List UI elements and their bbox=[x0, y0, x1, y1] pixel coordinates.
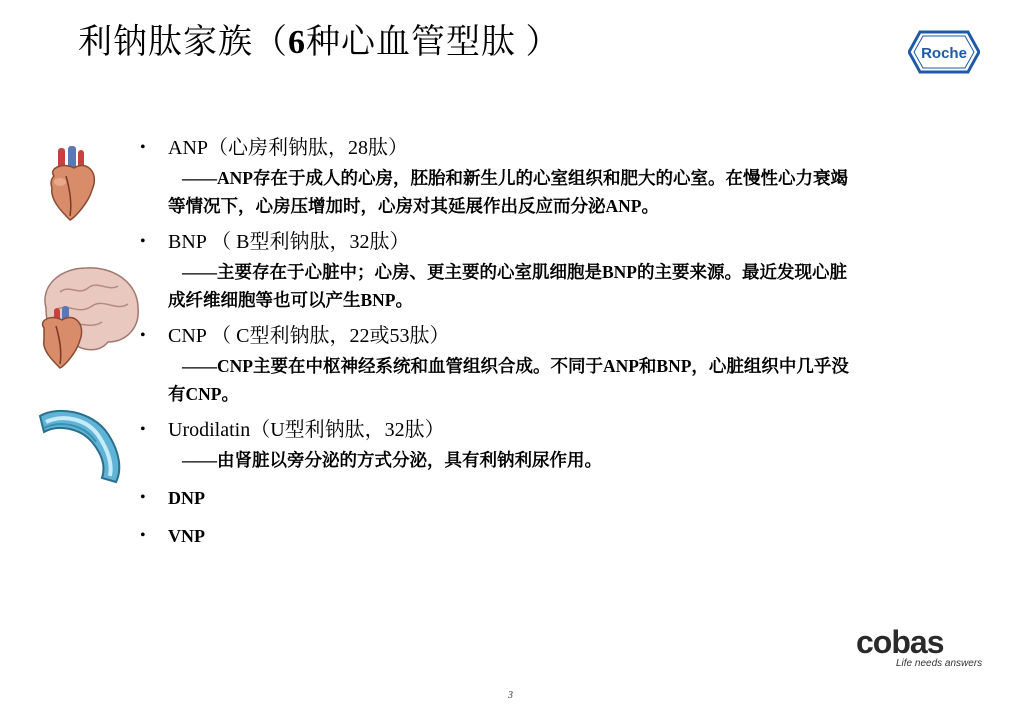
description-line: ——ANP存在于成人的心房，胚胎和新生儿的心室组织和肥大的心室。在慢性心力衰竭 bbox=[182, 168, 848, 188]
bullet-dot: • bbox=[140, 489, 146, 506]
roche-logo bbox=[908, 30, 980, 74]
list-item-bnp bbox=[140, 228, 1000, 256]
item-label: BNP （ B型利钠肽，32肽） bbox=[168, 231, 410, 253]
cobas-wordmark: cobas bbox=[856, 624, 944, 660]
list-item-urodilatin bbox=[140, 416, 1000, 444]
bullet-dot: • bbox=[140, 139, 146, 156]
cobas-logo bbox=[856, 624, 986, 674]
description-line: ——主要存在于心脏中；心房、更主要的心室肌细胞是BNP的主要来源。最近发现心脏 bbox=[182, 262, 847, 282]
bullet-dot: • bbox=[140, 527, 146, 544]
cobas-tagline: Life needs answers bbox=[896, 658, 983, 669]
roche-logo-text: Roche bbox=[921, 45, 967, 62]
item-label: CNP （ C型利钠肽，22或53肽） bbox=[168, 325, 450, 347]
description-line: 有CNP。 bbox=[168, 384, 239, 404]
list-item-vnp bbox=[140, 522, 1000, 550]
item-label: Urodilatin（U型利钠肽，32肽） bbox=[168, 419, 445, 441]
item-label: VNP bbox=[168, 526, 205, 546]
bullet-dot: • bbox=[140, 327, 146, 344]
item-description bbox=[140, 164, 1000, 220]
description-line: 等情况下，心房压增加时，心房对其延展作出反应而分泌ANP。 bbox=[168, 196, 659, 216]
title-suffix: 种心血管型肽 ） bbox=[306, 24, 561, 61]
list-item-cnp bbox=[140, 322, 1000, 350]
description-line: ——CNP主要在中枢神经系统和血管组织合成。不同于ANP和BNP，心脏组织中几乎没 bbox=[182, 356, 849, 376]
heart-icon bbox=[44, 146, 100, 222]
title-number: 6 bbox=[288, 24, 306, 61]
bullet-dot: • bbox=[140, 421, 146, 438]
bullet-dot: • bbox=[140, 233, 146, 250]
description-line: ——由肾脏以旁分泌的方式分泌，具有利钠利尿作用。 bbox=[182, 450, 602, 470]
item-description bbox=[140, 258, 1000, 314]
item-label: ANP（心房利钠肽，28肽） bbox=[168, 137, 409, 159]
page-number: 3 bbox=[508, 690, 513, 701]
item-label: DNP bbox=[168, 488, 205, 508]
description-line: 成纤维细胞等也可以产生BNP。 bbox=[168, 290, 413, 310]
peptide-list bbox=[140, 134, 1000, 550]
list-item-dnp bbox=[140, 484, 1000, 512]
item-description bbox=[140, 446, 1000, 474]
item-description bbox=[140, 352, 1000, 408]
blood-vessel-icon bbox=[36, 404, 128, 486]
brain-icon bbox=[38, 262, 142, 380]
title-prefix: 利钠肽家族（ bbox=[78, 24, 288, 61]
list-item-anp bbox=[140, 134, 1000, 162]
slide-title bbox=[78, 14, 561, 63]
